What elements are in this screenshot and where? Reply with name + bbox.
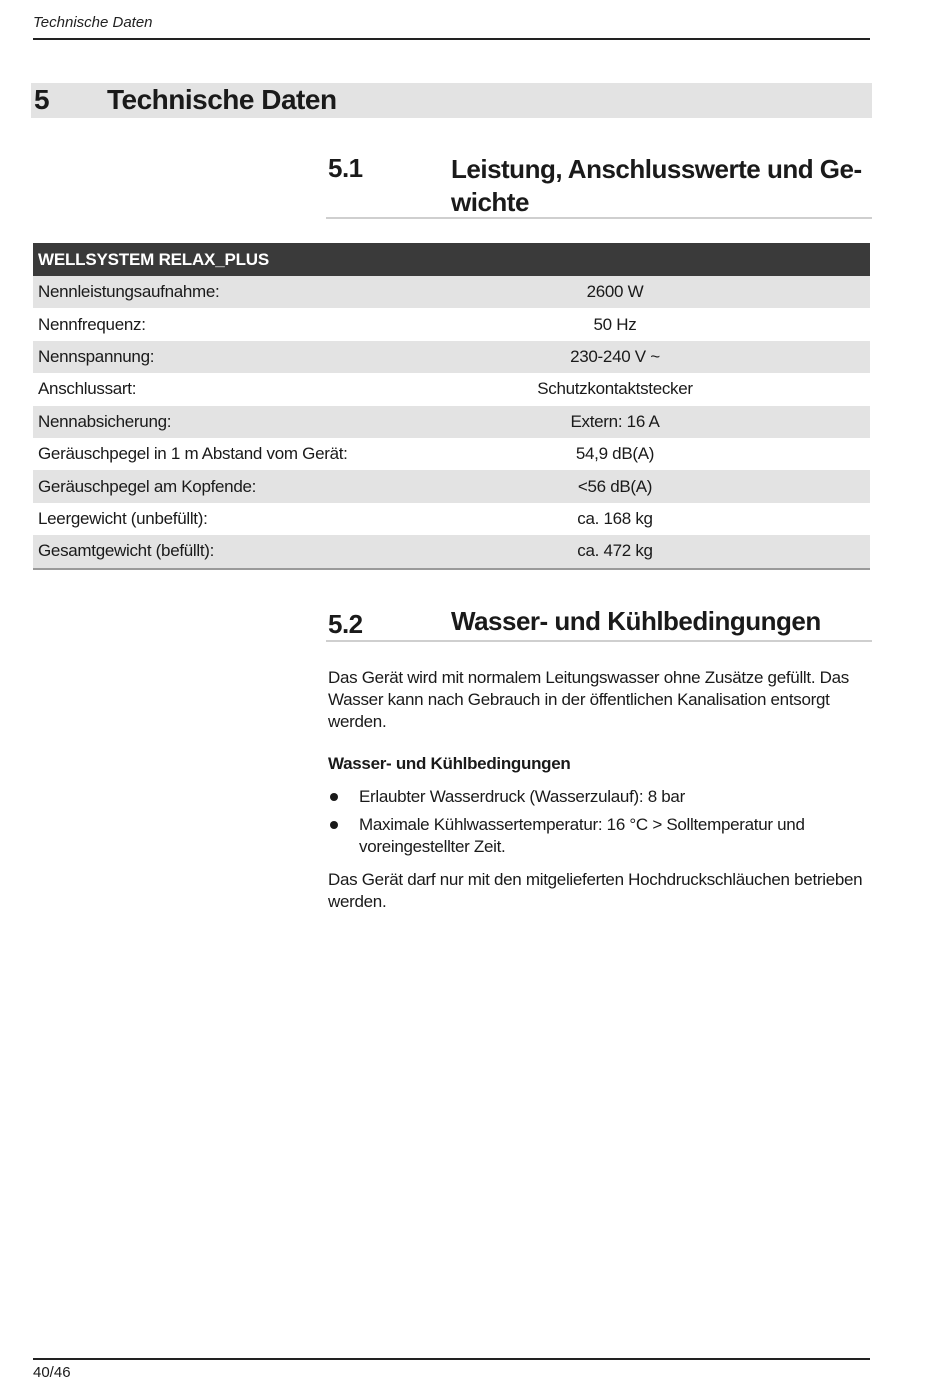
table-row: [33, 276, 870, 308]
spec-value: <56 dB(A): [360, 470, 870, 502]
spec-label: Leergewicht (unbefüllt):: [38, 508, 208, 528]
spec-label: Geräuschpegel am Kopfende:: [33, 470, 360, 502]
table-row: [33, 341, 870, 373]
list-item-text: Maximale Kühlwassertemperatur: 16 °C > Solltemperatur und voreingestellter Zeit.: [359, 815, 805, 856]
section-title-line: wichte: [451, 187, 529, 217]
section-title: Wasser- und Kühlbedingungen: [451, 606, 821, 636]
spec-label: Nennfrequenz:: [38, 314, 146, 334]
spec-value: 50 Hz: [593, 314, 637, 334]
section-title-line: Leistung, Anschlusswerte und Ge-: [451, 154, 862, 184]
specs-table: [33, 243, 870, 570]
bullet-list: [328, 786, 868, 864]
spec-label: Nennleistungsaufnahme:: [33, 276, 360, 308]
spec-value: ca. 168 kg: [577, 508, 653, 528]
page-number: 40/46: [33, 1364, 71, 1381]
table-row: [33, 406, 870, 438]
spec-label: Gesamtgewicht (befüllt):: [33, 535, 360, 568]
section-number: 5.2: [328, 609, 363, 639]
spec-label: Geräuschpegel in 1 m Abstand vom Gerät:: [38, 444, 348, 464]
running-header: Technische Daten: [33, 14, 153, 31]
spec-value: 54,9 dB(A): [575, 444, 655, 464]
subheading: Wasser- und Kühlbedingungen: [328, 754, 571, 773]
spec-value: Extern: 16 A: [360, 406, 870, 438]
chapter-number: 5: [34, 84, 50, 115]
intro-paragraph: Das Gerät wird mit normalem Leitungswasser ohne Zusätze gefüllt. Das Wasser kann nach Gebrauch in der öffentlichen Kanalisation entsorgt werden.: [328, 668, 849, 731]
spec-label: Nennspannung:: [33, 341, 360, 373]
section-title: [451, 153, 862, 219]
section-divider: [326, 217, 872, 219]
list-item: [328, 786, 868, 808]
spec-value: ca. 472 kg: [360, 535, 870, 568]
spec-label: Nennabsicherung:: [33, 406, 360, 438]
header-divider: [33, 38, 870, 40]
list-item: [328, 814, 868, 858]
table-row: [33, 308, 870, 340]
table-row: [33, 503, 870, 535]
bullet-icon: [330, 821, 338, 829]
table-row: [33, 438, 870, 470]
spec-label: Anschlussart:: [38, 379, 137, 399]
table-header: WELLSYSTEM RELAX_PLUS: [33, 243, 870, 276]
section-number: 5.1: [328, 153, 363, 183]
spec-value: 2600 W: [360, 276, 870, 308]
closing-paragraph: Das Gerät darf nur mit den mitgelieferten Hochdruckschläuchen betrieben werden.: [328, 870, 863, 911]
chapter-title: Technische Daten: [107, 84, 337, 115]
bullet-icon: [330, 793, 338, 801]
table-row: [33, 373, 870, 405]
section-divider: [326, 640, 872, 642]
footer-divider: [33, 1358, 870, 1360]
spec-value: 230-240 V ~: [360, 341, 870, 373]
list-item-text: Erlaubter Wasserdruck (Wasserzulauf): 8 bar: [359, 787, 685, 806]
spec-value: Schutzkontaktstecker: [537, 379, 693, 399]
table-row: [33, 470, 870, 502]
table-row: [33, 535, 870, 568]
